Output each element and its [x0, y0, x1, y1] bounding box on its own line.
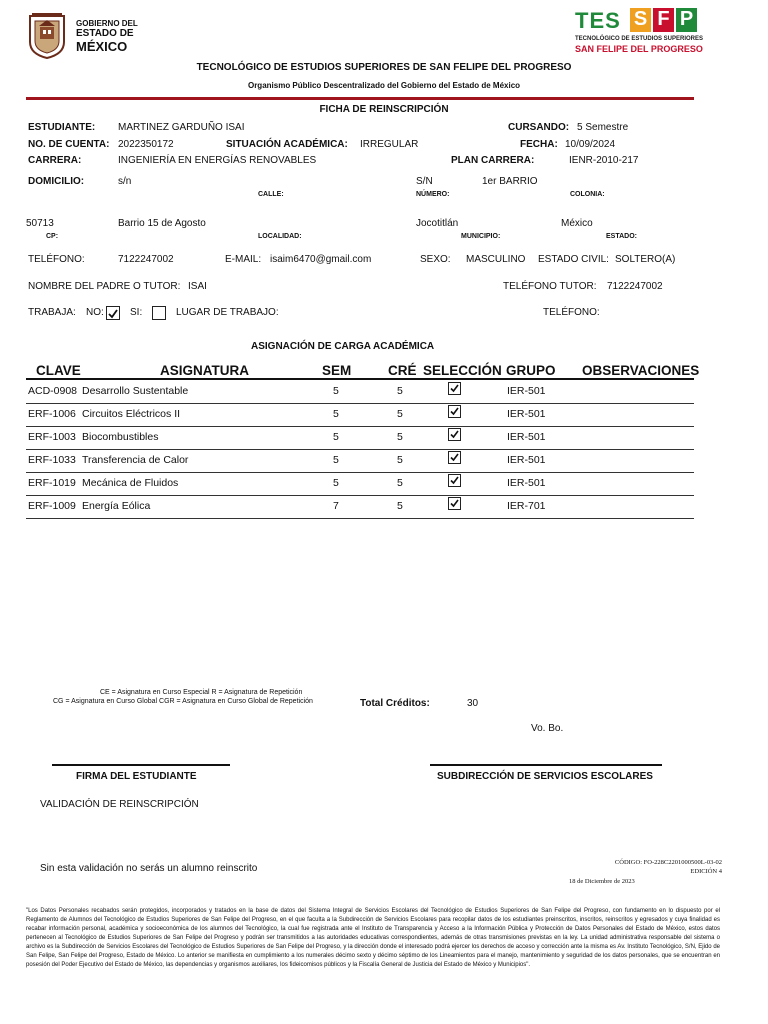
label-trabaja-si: SI: — [130, 307, 143, 318]
cell-clave: ACD-0908 — [28, 385, 78, 397]
checkbox-seleccion[interactable] — [448, 382, 461, 395]
label-cuenta: NO. DE CUENTA: — [28, 139, 110, 150]
label-sexo: SEXO: — [420, 254, 451, 265]
label-telefono: TELÉFONO: — [28, 254, 85, 265]
codigo-text: CÓDIGO: FO-228C2201000500L-03-02 — [614, 859, 722, 866]
legend-line1: CE = Asignatura en Curso Especial R = Asignatura de Repetición — [100, 689, 303, 696]
cell-grupo: IER-701 — [507, 500, 546, 512]
value-tutor: ISAI — [188, 281, 207, 292]
tes-logo-line1: TECNOLÓGICO DE ESTUDIOS SUPERIORES — [575, 36, 704, 42]
label-trabaja-no: NO: — [86, 307, 104, 318]
col-observaciones: OBSERVACIONES — [582, 363, 700, 378]
table-row — [26, 403, 694, 427]
validacion-label: VALIDACIÓN DE REINSCRIPCIÓN — [40, 799, 199, 810]
privacy-notice: "Los Datos Personales recabados serán protegidos, incorporados y tratados en la base de datos del Sistema Integral de Servicios Escolares del Tecnológico de Estudios Superiores de San Felipe del Progreso, con fundamento en lo dispuesto por el Reglamento de Alumnos del Tecnológico de Estudios Superiores de San Felipe del Progreso, en el que faculta a la Subdirección de Servicios Escolares para recopilar datos de los estudiantes preinscritos, inscritos, reinscritos y egresados y cuya finalidad es recabar información personal, académica y socioeconómica de los alumnos del Tecnológico, la cual fue registrada ante el Instituto de Transparencia y Acceso a la Información Pública y Protección de Datos Personales del Estado de México, estos datos pertenecen al Tecnológico de Estudios Superiores de San Felipe del Progreso y podrán ser transmitidos a las autoridades educativas correspondientes, además de otras transmisiones previstas en la ley. La unidad administrativa responsable del sistema o archivo es la Subdirección de Servicios Escolares del Tecnológico de Estudios Superiores de San Felipe del Progreso, y la dirección donde el interesado podrá ejercer los derechos de acceso y corrección ante la misma es Av. Instituto Tecnológico, S/N, Ejido de San Felipe, San Felipe del Progreso, Estado de México. Lo anterior se manifiesta en cumplimiento a los numerales décimo sexto y décimo séptimo de los Lineamientos para el manejo, mantenimiento y seguridad de los datos personales, que se encuentran en posesión del Poder Ejecutivo del Estado de México, las dependencias y organismos auxiliares, los fideicomisos públicos y la Fiscalía General de Justicia del Estado de México y Municipios". — [26, 908, 720, 968]
value-situacion: IRREGULAR — [360, 139, 419, 150]
tes-logo-line2: SAN FELIPE DEL PROGRESO — [575, 44, 703, 54]
label-carrera: CARRERA: — [28, 155, 82, 166]
checkmark-icon — [450, 407, 459, 416]
value-carrera: INGENIERÍA EN ENERGÍAS RENOVABLES — [118, 155, 317, 166]
cell-cre: 5 — [397, 385, 403, 397]
value-estudiante: MARTINEZ GARDUÑO ISAI — [118, 122, 245, 133]
label-estado-civil: ESTADO CIVIL: — [538, 254, 609, 265]
table-row — [26, 472, 694, 496]
label-cursando: CURSANDO: — [508, 122, 570, 133]
label-trabaja: TRABAJA: — [28, 307, 76, 318]
checkmark-icon — [107, 308, 119, 320]
cell-grupo: IER-501 — [507, 385, 546, 397]
table-row — [26, 426, 694, 450]
value-email: isaim6470@gmail.com — [270, 254, 372, 265]
institution-name: TECNOLÓGICO DE ESTUDIOS SUPERIORES DE SAN FELIPE DEL PROGRESO — [196, 62, 572, 73]
col-asignatura: ASIGNATURA — [160, 363, 249, 378]
label-telefono-tutor: TELÉFONO TUTOR: — [503, 281, 597, 292]
checkbox-seleccion[interactable] — [448, 497, 461, 510]
value-numero: S/N — [416, 176, 433, 187]
cell-clave: ERF-1019 — [28, 477, 76, 489]
signature-line-subdireccion — [430, 764, 662, 766]
cell-asignatura: Energía Eólica — [82, 500, 151, 512]
cell-sem: 5 — [333, 454, 339, 466]
tes-logo-f: F — [653, 8, 674, 32]
tes-logo-p: P — [676, 8, 697, 32]
col-clave: CLAVE — [36, 363, 81, 378]
firma-estudiante-label: FIRMA DEL ESTUDIANTE — [76, 771, 197, 782]
value-plan: IENR-2010-217 — [569, 155, 639, 166]
table-row — [26, 495, 694, 519]
cell-clave: ERF-1033 — [28, 454, 76, 466]
cell-cre: 5 — [397, 454, 403, 466]
col-sem: SEM — [322, 363, 352, 378]
checkbox-seleccion[interactable] — [448, 428, 461, 441]
cell-clave: ERF-1009 — [28, 500, 76, 512]
cell-cre: 5 — [397, 477, 403, 489]
cell-sem: 5 — [333, 431, 339, 443]
signature-line-student — [52, 764, 230, 766]
label-telefono-trabajo: TELÉFONO: — [543, 307, 600, 318]
table-row — [26, 449, 694, 473]
tes-logo — [575, 8, 725, 54]
checkmark-icon — [450, 430, 459, 439]
checkmark-icon — [450, 384, 459, 393]
cell-sem: 5 — [333, 408, 339, 420]
cell-clave: ERF-1003 — [28, 431, 76, 443]
value-sexo: MASCULINO — [466, 254, 526, 265]
cell-cre: 5 — [397, 431, 403, 443]
gov-logo-line2: ESTADO DE — [76, 28, 134, 39]
cell-grupo: IER-501 — [507, 454, 546, 466]
cell-asignatura: Mecánica de Fluidos — [82, 477, 179, 489]
col-seleccion: SELECCIÓN — [423, 363, 502, 378]
cell-asignatura: Desarrollo Sustentable — [82, 385, 189, 397]
checkbox-seleccion[interactable] — [448, 405, 461, 418]
sin-validacion-text: Sin esta validación no serás un alumno reinscrito — [40, 863, 258, 874]
cell-sem: 7 — [333, 500, 339, 512]
cell-asignatura: Biocombustibles — [82, 431, 159, 443]
checkbox-trabaja-no[interactable] — [106, 306, 120, 320]
legend-line2: CG = Asignatura en Curso Global CGR = Asignatura en Curso Global de Repetición — [53, 698, 313, 705]
value-localidad: Barrio 15 de Agosto — [118, 218, 206, 229]
value-calle: s/n — [118, 176, 132, 187]
value-estado-civil: SOLTERO(A) — [615, 254, 676, 265]
edicion-text: EDICIÓN 4 — [690, 868, 722, 875]
cell-sem: 5 — [333, 477, 339, 489]
cell-asignatura: Circuitos Eléctricos II — [82, 408, 181, 420]
cell-grupo: IER-501 — [507, 408, 546, 420]
subdireccion-label: SUBDIRECCIÓN DE SERVICIOS ESCOLARES — [437, 771, 653, 782]
table-row — [26, 380, 694, 404]
label-email: E-MAIL: — [225, 254, 262, 265]
checkmark-icon — [450, 453, 459, 462]
cell-clave: ERF-1006 — [28, 408, 76, 420]
checkbox-seleccion[interactable] — [448, 474, 461, 487]
value-cuenta: 2022350172 — [118, 139, 174, 150]
value-telefono: 7122247002 — [118, 254, 174, 265]
label-fecha: FECHA: — [520, 139, 558, 150]
value-telefono-tutor: 7122247002 — [607, 281, 663, 292]
gov-seal — [26, 12, 68, 60]
tes-logo-s: S — [630, 8, 651, 32]
label-estado: ESTADO: — [606, 233, 637, 240]
label-situacion: SITUACIÓN ACADÉMICA: — [226, 139, 348, 150]
cell-grupo: IER-501 — [507, 477, 546, 489]
value-total-creditos: 30 — [467, 698, 479, 709]
label-estudiante: ESTUDIANTE: — [28, 122, 96, 133]
checkmark-icon — [450, 499, 459, 508]
label-localidad: LOCALIDAD: — [258, 233, 302, 240]
gov-logo-line3: MÉXICO — [76, 39, 128, 54]
fecha-doc-text: 18 de Diciembre de 2023 — [569, 878, 635, 885]
institution-subtitle: Organismo Público Descentralizado del Gobierno del Estado de México — [247, 81, 521, 90]
value-estado: México — [561, 218, 593, 229]
value-cp: 50713 — [26, 218, 54, 229]
label-domicilio: DOMICILIO: — [28, 176, 85, 187]
checkmark-icon — [450, 476, 459, 485]
red-rule — [26, 97, 694, 100]
label-numero: NÚMERO: — [416, 191, 450, 198]
value-colonia: 1er BARRIO — [482, 176, 538, 187]
col-grupo: GRUPO — [506, 363, 556, 378]
checkbox-seleccion[interactable] — [448, 451, 461, 464]
label-municipio: MUNICIPIO: — [461, 233, 501, 240]
checkbox-trabaja-si[interactable] — [152, 306, 166, 320]
label-tutor: NOMBRE DEL PADRE O TUTOR: — [28, 281, 181, 292]
value-cursando: 5 Semestre — [577, 122, 629, 133]
cell-sem: 5 — [333, 385, 339, 397]
label-plan: PLAN CARRERA: — [451, 155, 535, 166]
label-colonia: COLONIA: — [570, 191, 605, 198]
value-municipio: Jocotitlán — [416, 218, 459, 229]
tes-logo-tes: TES — [575, 8, 621, 33]
label-cp: CP: — [46, 233, 59, 240]
value-fecha: 10/09/2024 — [565, 139, 616, 150]
cell-cre: 5 — [397, 500, 403, 512]
gov-logo-line1: GOBIERNO DEL — [76, 19, 138, 28]
doc-title: FICHA DE REINSCRIPCIÓN — [319, 104, 449, 115]
label-total-creditos: Total Créditos: — [360, 698, 430, 709]
label-lugar-trabajo: LUGAR DE TRABAJO: — [176, 307, 279, 318]
carga-title: ASIGNACIÓN DE CARGA ACADÉMICA — [251, 341, 435, 352]
vobo-label: Vo. Bo. — [531, 723, 564, 734]
cell-asignatura: Transferencia de Calor — [82, 454, 189, 466]
col-cre: CRÉ — [388, 363, 417, 378]
cell-grupo: IER-501 — [507, 431, 546, 443]
cell-cre: 5 — [397, 408, 403, 420]
label-calle: CALLE: — [258, 191, 284, 198]
